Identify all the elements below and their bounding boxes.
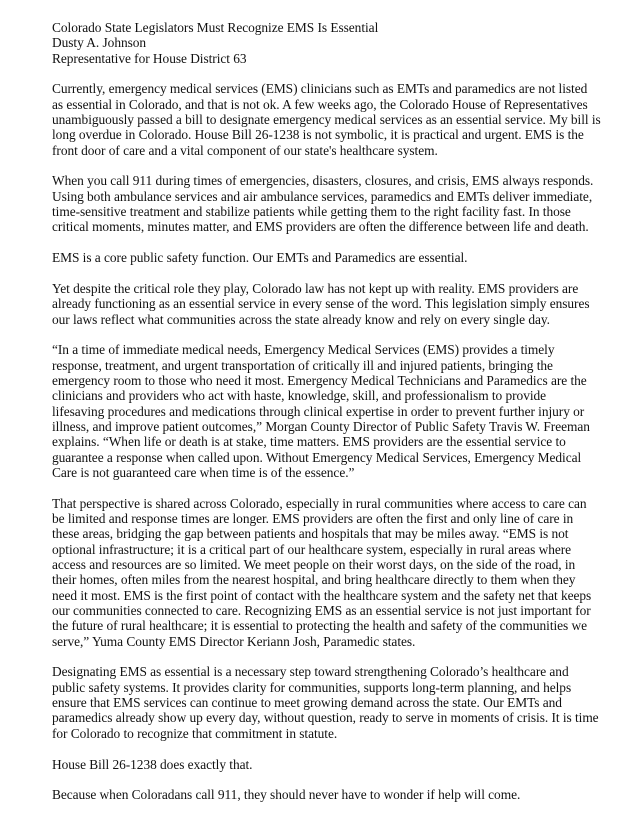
paragraph-law-reality <box>52 281 632 327</box>
text-line: be limited and response times are longer. EMS providers are often the first and only line of care in <box>52 511 574 526</box>
text-line: clinicians and providers who act with haste, knowledge, skill, and professionalism to provide <box>52 388 547 404</box>
text-line: their homes, often miles from the nearest hospital, and bring healthcare directly to them when they <box>52 572 576 588</box>
text-line: emergency room to those who need it most. Emergency Medical Technicians and Paramedics are the <box>52 372 587 388</box>
document-page <box>52 20 632 818</box>
document-title: Colorado State Legislators Must Recognize EMS Is Essential <box>52 20 379 35</box>
text-line: response, treatment, and urgent transportation of critically ill and injured patients, bringing the <box>52 357 553 373</box>
text-line: our communities connected to care. Recognizing EMS as an essential service is not just important for <box>52 603 591 619</box>
text-line: That perspective is shared across Colorado, especially in rural communities where access to care can <box>52 495 587 511</box>
text-line: the future of rural healthcare; it is essential to protecting the health and safety of the communities we <box>52 618 588 634</box>
paragraph-designating-ems <box>52 664 632 741</box>
text-line: illness, and improve patient outcomes,” Morgan County Director of Public Safety Travis W. Freeman <box>52 418 590 434</box>
paragraph-bill-statement <box>52 757 632 772</box>
text-line: need it most. EMS is the first point of contact with the healthcare system and the safety net that keeps <box>52 587 592 603</box>
text-line: lifesaving procedures and medications through clinical expertise in order to prevent further injury or <box>52 403 585 419</box>
text-line: explains. “When life or death is at stake, time matters. EMS providers are the essential service to <box>52 434 566 450</box>
text-line: EMS is a core public safety function. Our EMTs and Paramedics are essential. <box>52 250 468 266</box>
text-line: front door of care and a vital component of our state's healthcare system. <box>52 142 438 158</box>
text-line: already functioning as an essential service in every sense of the word. This legislation simply ensures <box>52 296 590 312</box>
text-line: ensure that EMS services can continue to meet growing demand across the state. Our EMTs and <box>52 695 562 711</box>
paragraph-911-response <box>52 173 632 234</box>
text-line: House Bill 26-1238 does exactly that. <box>52 756 253 772</box>
text-line: Because when Coloradans call 911, they should never have to wonder if help will come. <box>52 787 521 803</box>
text-line: long overdue in Colorado. House Bill 26-1238 is not symbolic, it is practical and urgent. EMS is the <box>52 127 584 143</box>
document-header <box>52 20 632 66</box>
paragraph-core-function <box>52 250 632 265</box>
paragraph-closing <box>52 787 632 802</box>
text-line: our laws reflect what communities across the state already know and rely on every single day. <box>52 311 550 327</box>
text-line: for Colorado to recognize that commitment in statute. <box>52 725 338 741</box>
text-line: serve,” Yuma County EMS Director Keriann Josh, Paramedic states. <box>52 633 416 649</box>
paragraph-rural-perspective <box>52 496 632 649</box>
paragraph-intro <box>52 81 632 158</box>
text-line: public safety systems. It provides clarity for communities, supports long-term planning, and helps <box>52 679 572 695</box>
text-line: paramedics already show up every day, without question, ready to serve in moments of crisis. It is time <box>52 710 599 726</box>
text-line: “In a time of immediate medical needs, Emergency Medical Services (EMS) provides a timely <box>52 342 555 358</box>
text-line: optional infrastructure; it is a critical part of our healthcare system, especially in rural areas where <box>52 541 572 557</box>
text-line: as essential in Colorado, and that is not ok. A few weeks ago, the Colorado House of Representatives <box>52 96 588 112</box>
author-role: Representative for House District 63 <box>52 50 247 66</box>
paragraph-freeman-quote <box>52 342 632 480</box>
text-line: unambiguously passed a bill to designate emergency medical services as an essential service. My bill is <box>52 112 601 128</box>
text-line: Using both ambulance services and air ambulance services, paramedics and EMTs deliver immediate, <box>52 188 593 204</box>
text-line: access and resources are so limited. We meet people on their worst days, on the side of the road, in <box>52 557 576 573</box>
text-line: time-sensitive treatment and stabilize patients while getting them to the right facility fast. In those <box>52 204 571 220</box>
text-line: these areas, bridging the gap between patients and hospitals that may be miles away. “EMS is not <box>52 526 569 542</box>
text-line: critical moments, minutes matter, and EMS providers are often the difference between life and death. <box>52 219 589 235</box>
text-line: Currently, emergency medical services (EMS) clinicians such as EMTs and paramedics are not listed <box>52 81 588 97</box>
text-line: When you call 911 during times of emergencies, disasters, closures, and crisis, EMS always responds. <box>52 173 594 189</box>
text-line: Designating EMS as essential is a necessary step toward strengthening Colorado’s healthcare and <box>52 664 569 680</box>
text-line: Yet despite the critical role they play, Colorado law has not kept up with reality. EMS providers are <box>52 280 579 296</box>
text-line: guarantee a response when called upon. Without Emergency Medical Services, Emergency Medical <box>52 449 582 465</box>
text-line: Care is not guaranteed care when time is of the essence.” <box>52 464 355 480</box>
author-name: Dusty A. Johnson <box>52 35 147 51</box>
